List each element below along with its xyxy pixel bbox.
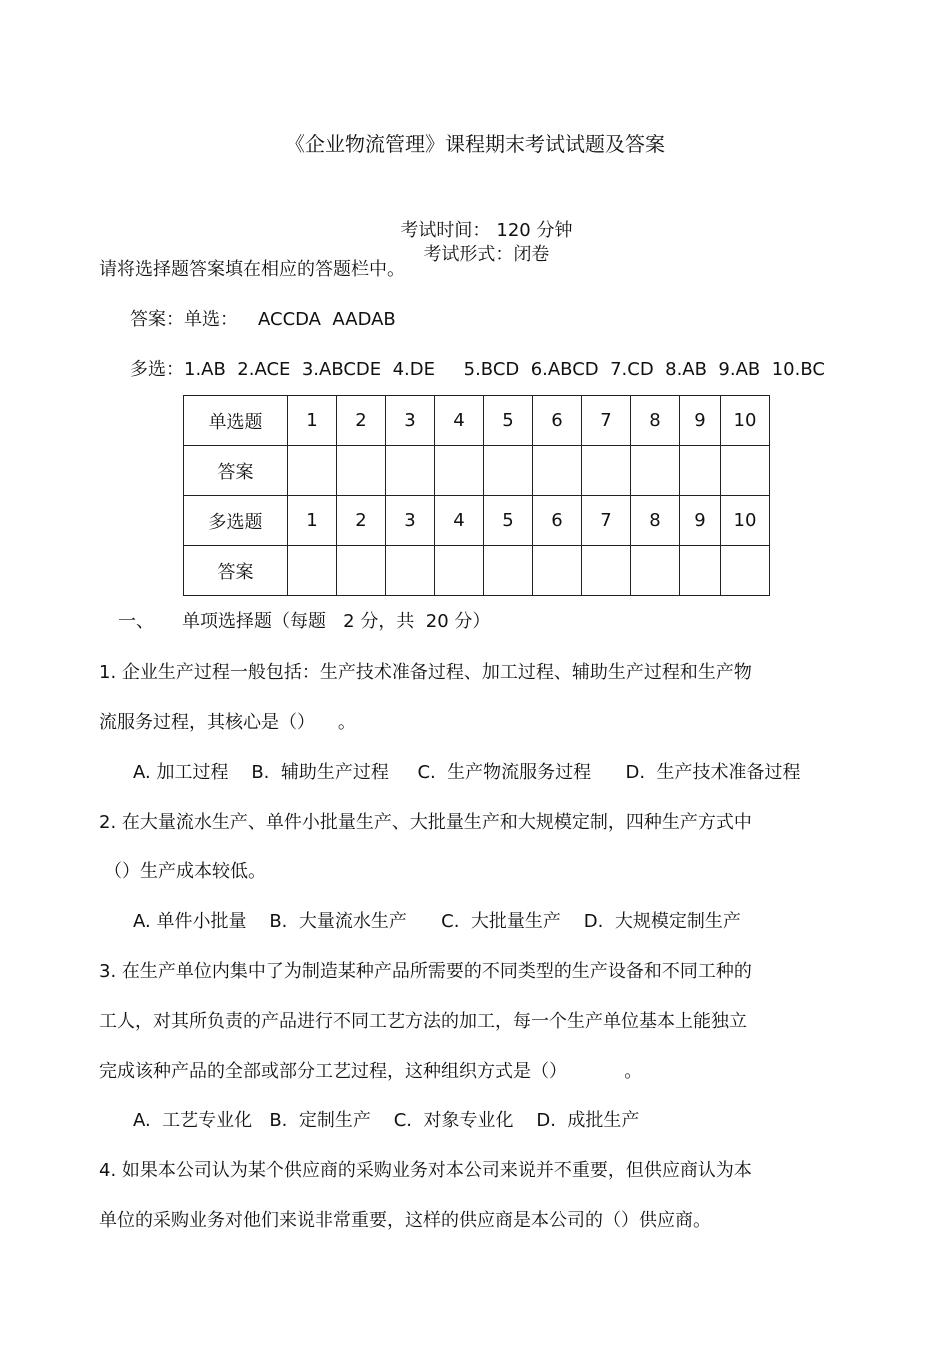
table-cell: 9 [680,396,721,446]
answer-cell[interactable] [386,546,435,596]
answer-cell[interactable] [288,446,337,496]
table-cell: 2 [337,496,386,546]
multi-answers [130,358,825,382]
table-row-head: 答案 [184,546,288,596]
table-cell: 8 [631,496,680,546]
question-text: （）生产成本较低。 [104,861,266,882]
answer-cell[interactable] [680,546,721,596]
table-cell: 7 [582,496,631,546]
table-cell: 8 [631,396,680,446]
table-row-head: 多选题 [184,496,288,546]
table-cell: 6 [533,396,582,446]
table-row [184,546,770,596]
table-row [184,396,770,446]
table-cell: 10 [721,496,770,546]
answer-cell[interactable] [582,446,631,496]
table-cell: 7 [582,396,631,446]
answer-cell[interactable] [337,446,386,496]
question-text: 1. 企业生产过程一般包括：生产技术准备过程、加工过程、辅助生产过程和生产物 [99,662,752,683]
multi-answers-label: 多选： [130,359,184,380]
question-options: A. 工艺专业化 B. 定制生产 C. 对象专业化 D. 成批生产 [133,1110,640,1131]
answer-cell[interactable] [533,546,582,596]
table-cell: 3 [386,496,435,546]
answer-cell[interactable] [533,446,582,496]
exam-form-value: 闭卷 [513,244,550,265]
exam-time-value: 120 分钟 [496,220,573,241]
answer-cell[interactable] [721,446,770,496]
table-cell: 4 [435,396,484,446]
exam-form [423,244,549,265]
answer-cell[interactable] [337,546,386,596]
question-text: 4. 如果本公司认为某个供应商的采购业务对本公司来说并不重要，但供应商认为本 [99,1160,752,1181]
question-text: 单位的采购业务对他们来说非常重要，这样的供应商是本公司的（）供应商。 [99,1210,711,1231]
question-text: 完成该种产品的全部或部分工艺过程，这种组织方式是（） 。 [99,1061,643,1082]
table-cell: 3 [386,396,435,446]
multi-answers-value: 1.AB 2.ACE 3.ABCDE 4.DE 5.BCD 6.ABCD 7.CD 8.AB 9.AB 10.BC [184,359,825,380]
answer-cell[interactable] [631,446,680,496]
answer-cell[interactable] [484,446,533,496]
answer-cell[interactable] [721,546,770,596]
answer-cell[interactable] [288,546,337,596]
question-text: 工人，对其所负责的产品进行不同工艺方法的加工，每一个生产单位基本上能独立 [99,1011,747,1032]
table-row [184,446,770,496]
table-cell: 5 [484,496,533,546]
exam-form-label: 考试形式： [423,244,514,265]
table-cell: 1 [288,396,337,446]
answer-cell[interactable] [631,546,680,596]
table-cell: 4 [435,496,484,546]
single-answers-value: ACCDA AADAB [258,309,396,330]
question-options: A. 单件小批量 B. 大量流水生产 C. 大批量生产 D. 大规模定制生产 [133,911,741,932]
page-title: 《企业物流管理》课程期末考试试题及答案 [285,132,665,156]
exam-time [400,220,572,241]
table-cell: 6 [533,496,582,546]
question-options: A. 加工过程 B. 辅助生产过程 C. 生产物流服务过程 D. 生产技术准备过程 [133,762,801,783]
answer-cell[interactable] [680,446,721,496]
section-heading [118,610,490,634]
answer-cell[interactable] [484,546,533,596]
table-row-head: 答案 [184,446,288,496]
table-cell: 10 [721,396,770,446]
question-text: 3. 在生产单位内集中了为制造某种产品所需要的不同类型的生产设备和不同工种的 [99,961,752,982]
table-cell: 1 [288,496,337,546]
answer-cell[interactable] [386,446,435,496]
table-cell: 9 [680,496,721,546]
table-row-head: 单选题 [184,396,288,446]
section-number: 一、 [118,611,154,632]
question-text: 流服务过程，其核心是（） 。 [99,712,356,733]
answer-cell[interactable] [582,546,631,596]
answer-cell[interactable] [435,546,484,596]
table-cell: 5 [484,396,533,446]
exam-time-label: 考试时间： [400,220,491,241]
table-row [184,496,770,546]
single-answers [130,308,396,332]
question-text: 2. 在大量流水生产、单件小批量生产、大批量生产和大规模定制，四种生产方式中 [99,812,752,833]
answer-table [183,395,770,596]
single-answers-label: 答案：单选： [130,309,238,330]
answer-cell[interactable] [435,446,484,496]
table-cell: 2 [337,396,386,446]
instruction: 请将选择题答案填在相应的答题栏中。 [99,259,405,280]
section-title: 单项选择题（每题 2 分，共 20 分） [182,611,491,632]
